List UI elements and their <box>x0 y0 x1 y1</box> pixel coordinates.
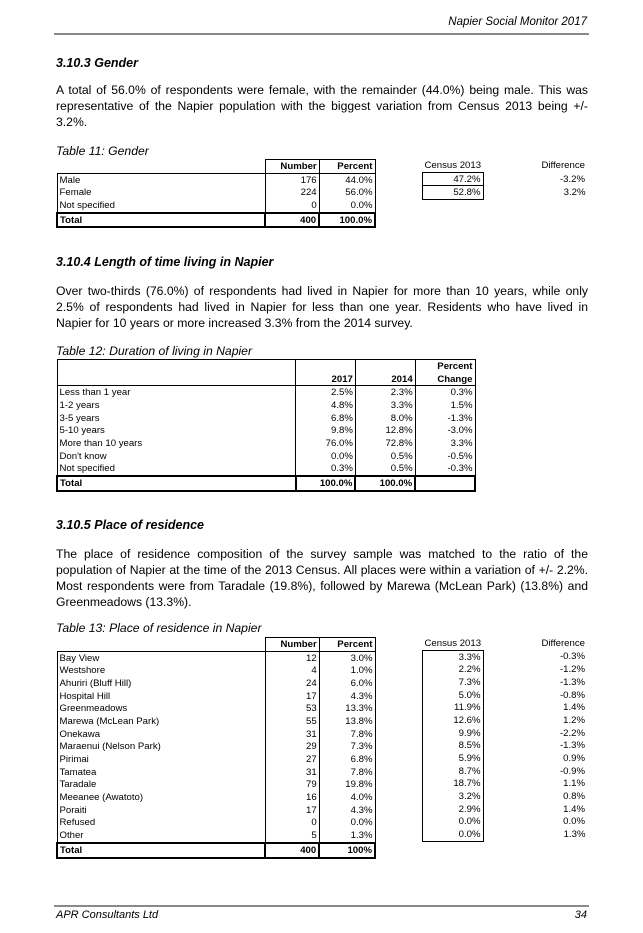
gender-table-caption: Table 11: Gender <box>56 144 149 158</box>
row-2014: 72.8% <box>355 437 415 450</box>
row-number: 53 <box>265 702 319 715</box>
row-2014: 0.5% <box>355 450 415 463</box>
row-label: Greenmeadows <box>57 702 265 715</box>
row-percent: 4.3% <box>319 804 375 817</box>
residence-header-blank <box>57 638 265 652</box>
row-label: Meeanee (Awatoto) <box>57 791 265 804</box>
census-value: 5.9% <box>423 752 484 765</box>
table-row <box>57 412 475 425</box>
gender-header-blank <box>57 160 265 174</box>
census-value: 18.7% <box>423 778 484 791</box>
table-row <box>57 437 475 450</box>
row-number: 55 <box>265 715 319 728</box>
gender-col-percent: Percent <box>319 160 375 174</box>
row-2014: 3.3% <box>355 399 415 412</box>
table-row <box>57 450 475 463</box>
difference-col-header: Difference <box>541 160 585 172</box>
row-percent: 6.0% <box>319 677 375 690</box>
total-percent: 100% <box>319 843 375 858</box>
total-row <box>57 476 475 491</box>
row-percent: 56.0% <box>319 186 375 199</box>
census-value: 8.7% <box>423 765 484 778</box>
difference-value: 0.8% <box>563 791 585 803</box>
table-row <box>57 791 375 804</box>
row-number: 17 <box>265 804 319 817</box>
row-label: Poraiti <box>57 804 265 817</box>
residence-paragraph: The place of residence composition of the survey sample was matched to the ratio of the population of Napier at the time of the 2013 Census. All places were within a variation of +/- 2.2%. Most respondents were from Taradale (19.8%), followed by Marewa (McLean Park) (13.8%) and Greenmeadows (13.3%). <box>56 547 588 609</box>
difference-value: -0.3% <box>559 651 585 663</box>
row-percent: 0.0% <box>319 199 375 213</box>
census-value: 0.0% <box>423 816 484 829</box>
row-2017: 0.3% <box>296 463 356 477</box>
table-row <box>57 677 375 690</box>
difference-value: 1.1% <box>563 778 585 790</box>
row-number: 31 <box>265 728 319 741</box>
census-value: 7.3% <box>423 676 484 689</box>
total-2014: 100.0% <box>355 476 415 491</box>
footer-company: APR Consultants Ltd <box>56 909 159 921</box>
row-label: 3-5 years <box>57 412 296 425</box>
header-rule <box>54 33 589 35</box>
row-number: 16 <box>265 791 319 804</box>
row-number: 224 <box>265 186 319 199</box>
footer-page-number: 34 <box>574 909 587 921</box>
length-col-2014: 2014 <box>355 373 415 386</box>
difference-value: -1.3% <box>559 676 585 688</box>
census-col-header: Census 2013 <box>424 159 482 171</box>
total-row <box>57 213 375 228</box>
residence-col-number: Number <box>265 638 319 652</box>
gender-col-number: Number <box>265 160 319 174</box>
row-2017: 76.0% <box>296 437 356 450</box>
difference-value: -0.9% <box>559 765 585 777</box>
difference-value: 0.0% <box>563 816 585 828</box>
row-percent: 4.0% <box>319 791 375 804</box>
row-label: Don't know <box>57 450 296 463</box>
row-label: Male <box>57 173 265 186</box>
row-change: -0.3% <box>415 463 475 477</box>
table-row <box>57 741 375 754</box>
table-row <box>57 753 375 766</box>
row-percent: 7.8% <box>319 728 375 741</box>
row-label: Refused <box>57 817 265 830</box>
census-value: 8.5% <box>423 740 484 753</box>
difference-value: -3.2% <box>559 173 585 185</box>
row-label: Pirimai <box>57 753 265 766</box>
row-change: -1.3% <box>415 412 475 425</box>
row-percent: 44.0% <box>319 173 375 186</box>
census-value: 12.6% <box>423 714 484 727</box>
row-2014: 0.5% <box>355 463 415 477</box>
total-label: Total <box>57 213 265 228</box>
difference-value: -2.2% <box>559 727 585 739</box>
difference-value: 0.9% <box>563 753 585 765</box>
row-number: 0 <box>265 199 319 213</box>
difference-value: -1.3% <box>559 740 585 752</box>
length-paragraph: Over two-thirds (76.0%) of respondents had lived in Napier for more than 10 years, while only 2.5% of respondents had lived in Napier for less than one year. Residents who have lived in Napier for 10 years or more increased 3.3% from the 2014 survey. <box>56 284 588 330</box>
table-row <box>57 779 375 792</box>
gender-table <box>56 159 376 228</box>
row-label: Westshore <box>57 664 265 677</box>
table-row <box>57 664 375 677</box>
row-2014: 2.3% <box>355 386 415 399</box>
row-2017: 6.8% <box>296 412 356 425</box>
total-label: Total <box>57 476 296 491</box>
table-row <box>57 728 375 741</box>
table-row <box>57 199 375 213</box>
total-number: 400 <box>265 213 319 228</box>
total-number: 400 <box>265 843 319 858</box>
length-heading: 3.10.4 Length of time living in Napier <box>56 255 274 269</box>
length-col-change-1: Percent <box>415 360 475 373</box>
gender-census-table <box>422 159 588 200</box>
row-label: Other <box>57 829 265 843</box>
row-label: Bay View <box>57 651 265 664</box>
length-table-caption: Table 12: Duration of living in Napier <box>56 344 253 358</box>
table-row <box>57 702 375 715</box>
difference-value: -0.8% <box>559 689 585 701</box>
total-percent: 100.0% <box>319 213 375 228</box>
row-percent: 4.3% <box>319 690 375 703</box>
census-value: 3.3% <box>423 650 484 663</box>
difference-value: 1.4% <box>563 803 585 815</box>
length-table <box>56 359 476 492</box>
row-number: 31 <box>265 766 319 779</box>
row-2014: 12.8% <box>355 424 415 437</box>
row-number: 176 <box>265 173 319 186</box>
table-row <box>57 829 375 843</box>
residence-census-table <box>422 637 588 842</box>
census-value: 11.9% <box>423 701 484 714</box>
row-number: 24 <box>265 677 319 690</box>
census-value: 52.8% <box>423 186 484 200</box>
table-row <box>57 399 475 412</box>
gender-paragraph: A total of 56.0% of respondents were female, with the remainder (44.0%) being male. This was representative of the Napier population with the biggest variation from Census 2013 being +/- 3.2%. <box>56 83 588 129</box>
census-value: 5.0% <box>423 689 484 702</box>
row-2017: 2.5% <box>296 386 356 399</box>
table-row <box>57 766 375 779</box>
row-percent: 6.8% <box>319 753 375 766</box>
difference-col-header: Difference <box>541 638 585 650</box>
residence-table-caption: Table 13: Place of residence in Napier <box>56 621 262 635</box>
row-label: Female <box>57 186 265 199</box>
table-row <box>57 186 375 199</box>
difference-value: 1.4% <box>563 702 585 714</box>
row-number: 0 <box>265 817 319 830</box>
census-value: 47.2% <box>423 172 484 186</box>
residence-heading: 3.10.5 Place of residence <box>56 518 205 532</box>
total-2017: 100.0% <box>296 476 356 491</box>
row-change: 1.5% <box>415 399 475 412</box>
running-header: Napier Social Monitor 2017 <box>448 16 587 28</box>
row-label: Less than 1 year <box>57 386 296 399</box>
row-number: 27 <box>265 753 319 766</box>
difference-value: 1.2% <box>563 714 585 726</box>
row-label: Ahuriri (Bluff Hill) <box>57 677 265 690</box>
row-number: 4 <box>265 664 319 677</box>
row-percent: 13.8% <box>319 715 375 728</box>
census-value: 9.9% <box>423 727 484 740</box>
table-row <box>57 817 375 830</box>
row-percent: 7.3% <box>319 741 375 754</box>
row-2017: 9.8% <box>296 424 356 437</box>
row-number: 12 <box>265 651 319 664</box>
row-percent: 7.8% <box>319 766 375 779</box>
row-percent: 0.0% <box>319 817 375 830</box>
table-row <box>57 463 475 477</box>
row-2014: 8.0% <box>355 412 415 425</box>
row-percent: 19.8% <box>319 779 375 792</box>
row-label: Tamatea <box>57 766 265 779</box>
row-label: Hospital Hill <box>57 690 265 703</box>
table-row <box>57 690 375 703</box>
table-row <box>57 173 375 186</box>
table-row <box>57 715 375 728</box>
row-percent: 13.3% <box>319 702 375 715</box>
table-row <box>57 651 375 664</box>
census-value: 2.9% <box>423 803 484 816</box>
total-label: Total <box>57 843 265 858</box>
row-percent: 1.0% <box>319 664 375 677</box>
total-row <box>57 843 375 858</box>
row-label: 1-2 years <box>57 399 296 412</box>
row-change: 3.3% <box>415 437 475 450</box>
footer-rule <box>54 905 589 907</box>
row-label: Onekawa <box>57 728 265 741</box>
residence-col-percent: Percent <box>319 638 375 652</box>
difference-value: 1.3% <box>563 829 586 841</box>
row-percent: 1.3% <box>319 829 375 843</box>
row-label: Not specified <box>57 463 296 477</box>
row-change: -3.0% <box>415 424 475 437</box>
length-header-blank <box>57 360 296 373</box>
row-number: 17 <box>265 690 319 703</box>
length-col-change-2: Change <box>415 373 475 386</box>
table-row <box>57 804 375 817</box>
row-change: -0.5% <box>415 450 475 463</box>
residence-table <box>56 637 376 859</box>
census-value: 0.0% <box>423 828 484 841</box>
row-number: 5 <box>265 829 319 843</box>
table-row <box>57 386 475 399</box>
length-col-2017: 2017 <box>296 373 356 386</box>
row-number: 79 <box>265 779 319 792</box>
difference-value: 3.2% <box>563 187 586 199</box>
row-number: 29 <box>265 741 319 754</box>
row-label: Not specified <box>57 199 265 213</box>
row-label: Taradale <box>57 779 265 792</box>
census-value: 3.2% <box>423 790 484 803</box>
row-label: More than 10 years <box>57 437 296 450</box>
row-label: Marewa (McLean Park) <box>57 715 265 728</box>
gender-heading: 3.10.3 Gender <box>56 56 138 70</box>
row-percent: 3.0% <box>319 651 375 664</box>
row-change: 0.3% <box>415 386 475 399</box>
row-label: 5-10 years <box>57 424 296 437</box>
table-row <box>57 424 475 437</box>
row-2017: 0.0% <box>296 450 356 463</box>
row-2017: 4.8% <box>296 399 356 412</box>
census-col-header: Census 2013 <box>424 637 482 649</box>
difference-value: -1.2% <box>559 664 585 676</box>
row-label: Maraenui (Nelson Park) <box>57 741 265 754</box>
census-value: 2.2% <box>423 663 484 676</box>
